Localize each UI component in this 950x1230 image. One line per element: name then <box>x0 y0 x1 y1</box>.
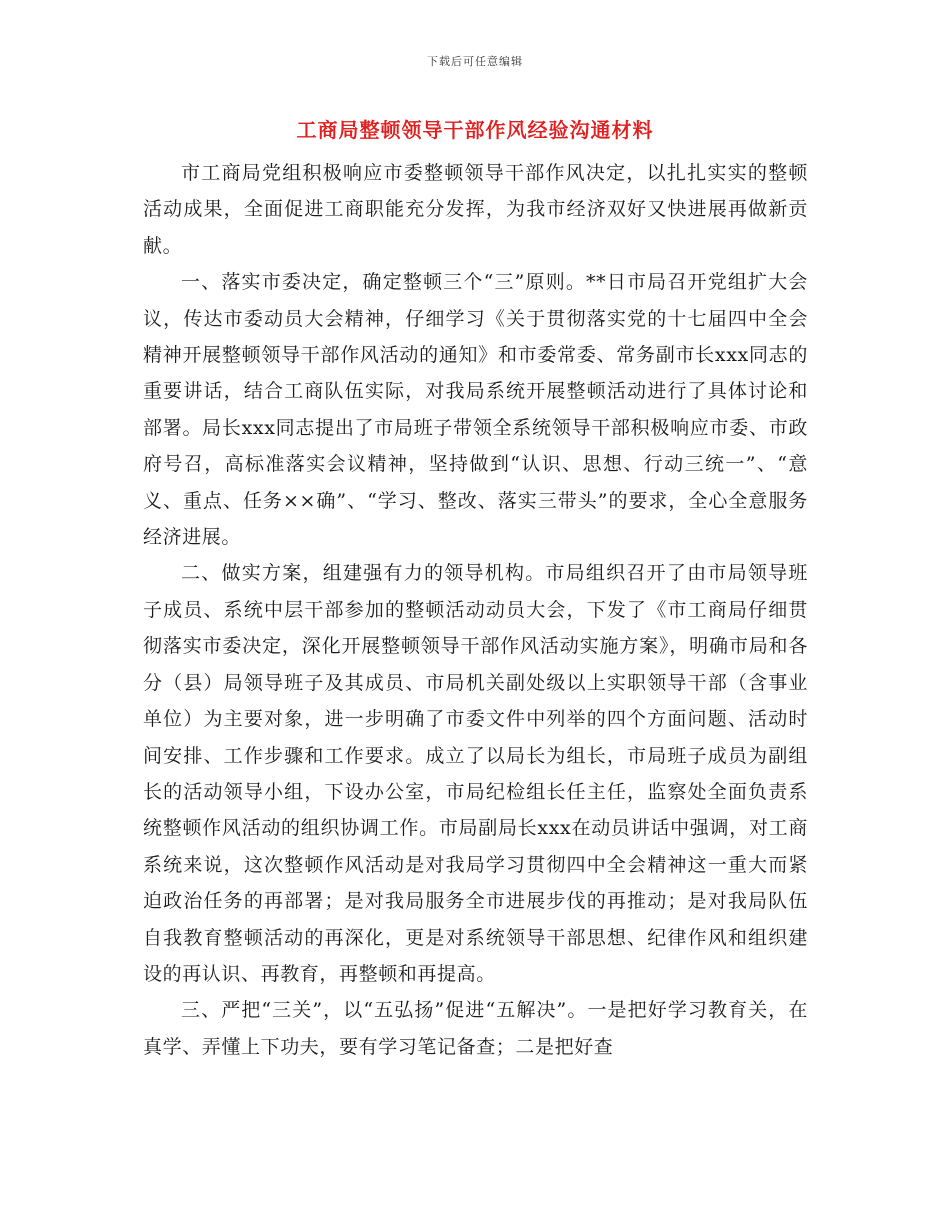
document-body <box>143 155 808 1065</box>
header-note: 下载后可任意编辑 <box>427 55 523 68</box>
paragraph-section-three: 三、严把“三关”，以“五弘扬”促进“五解决”。一是把好学习教育关，在真学、弄懂上下功夫，要有学习笔记备查；二是把好查 <box>143 999 808 1058</box>
paragraph-section-two: 二、做实方案，组建强有力的领导机构。市局组织召开了由市局领导班子成员、系统中层干部参加的整顿活动动员大会，下发了《市工商局仔细贯彻落实市委决定，深化开展整顿领导干部作风活动实施方案》，明确市局和各分（县）局领导班子及其成员、市局机关副处级以上实职领导干部（含事业单位）为主要对象，进一步明确了市委文件中列举的四个方面问题、活动时间安排、工作步骤和工作要求。成立了以局长为组长，市局班子成员为副组长的活动领导小组，下设办公室，市局纪检组长任主任，监察处全面负责系统整顿作风活动的组织协调工作。市局副局长xxx在动员讲话中强调，对工商系统来说，这次整顿作风活动是对我局学习贯彻四中全会精神这一重大而紧迫政治任务的再部署；是对我局服务全市进展步伐的再推动；是对我局队伍自我教育整顿活动的再深化，更是对系统领导干部思想、纪律作风和组织建设的再认识、再教育，再整顿和再提高。 <box>143 562 808 985</box>
paragraph-section-one: 一、落实市委决定，确定整顿三个“三”原则。**日市局召开党组扩大会议，传达市委动员大会精神，仔细学习《关于贯彻落实党的十七届四中全会精神开展整顿领导干部作风活动的通知》和市委常委、常务副市长xxx同志的重要讲话，结合工商队伍实际，对我局系统开展整顿活动进行了具体讨论和部署。局长xxx同志提出了市局班子带领全系统领导干部积极响应市委、市政府号召，高标准落实会议精神，坚持做到“认识、思想、行动三统一”、“意义、重点、任务××确”、“学习、整改、落实三带头”的要求，全心全意服务经济进展。 <box>143 271 808 549</box>
document-title: 工商局整顿领导干部作风经验沟通材料 <box>296 118 654 142</box>
paragraph-intro: 市工商局党组积极响应市委整顿领导干部作风决定，以扎扎实实的整顿活动成果，全面促进工商职能充分发挥，为我市经济双好又快进展再做新贡献。 <box>143 162 808 257</box>
